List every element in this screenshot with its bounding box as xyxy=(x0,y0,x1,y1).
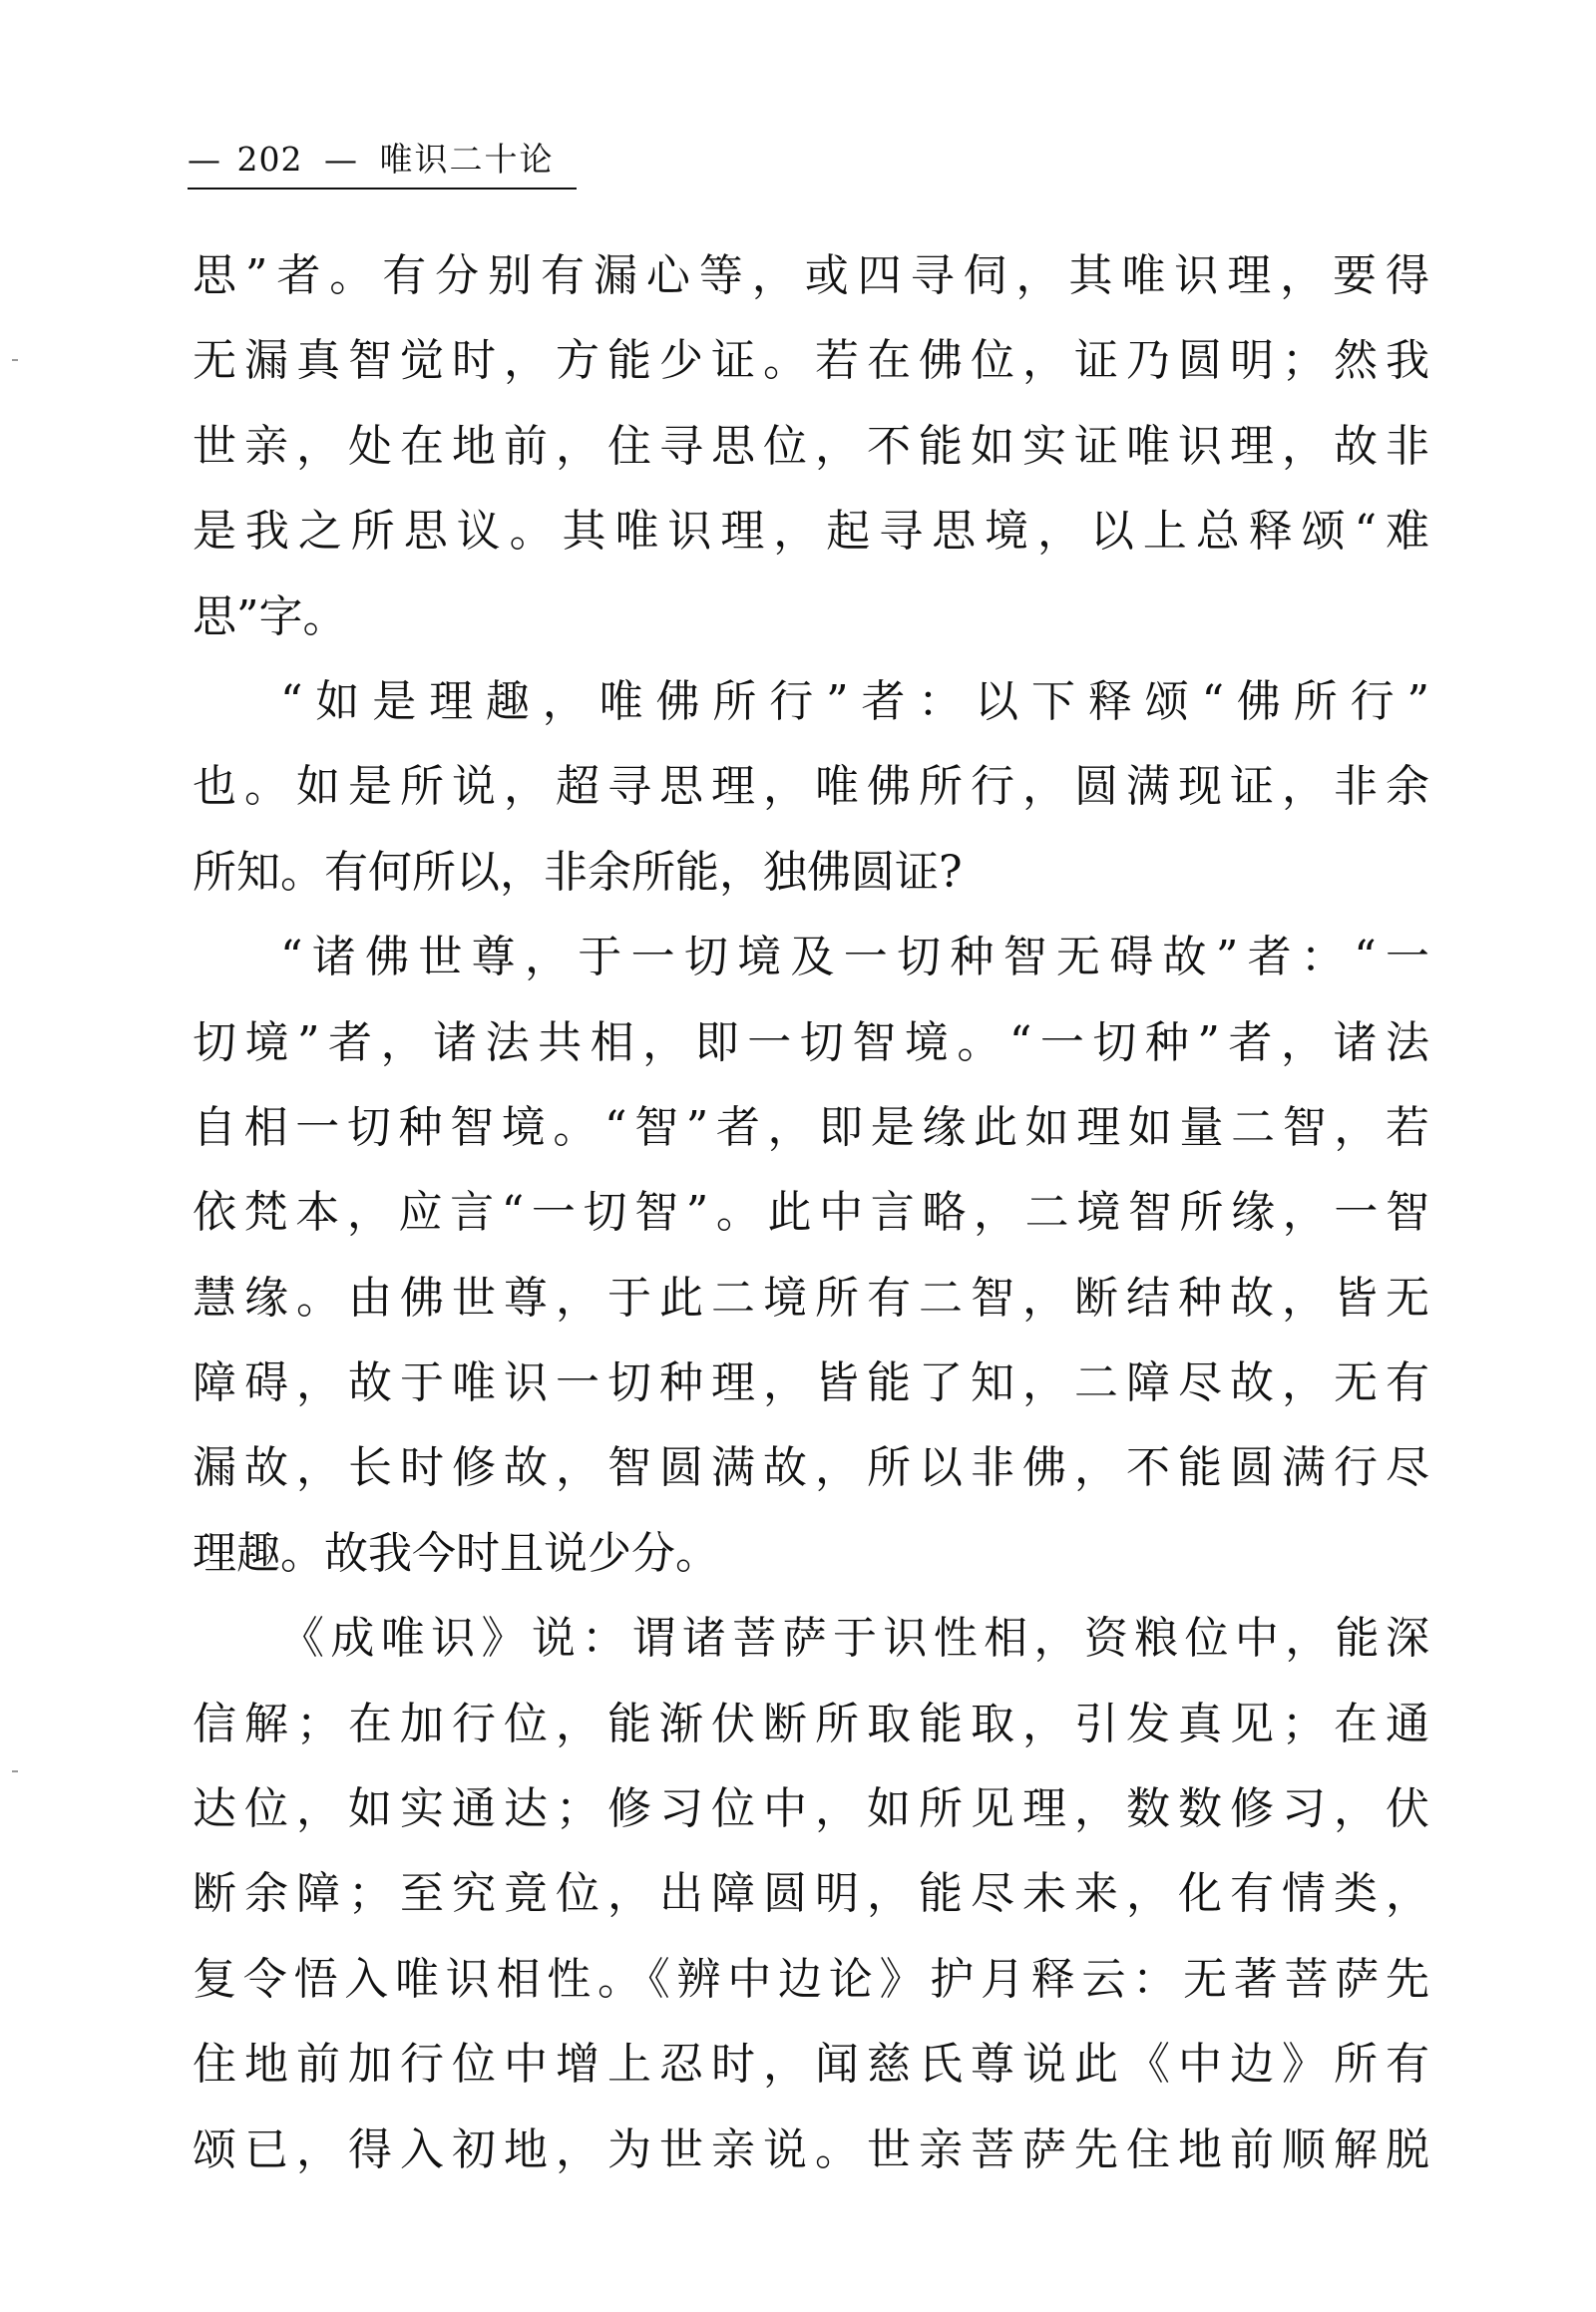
text-line: 所知。有何所以，非余所能，独佛圆证? xyxy=(193,846,963,898)
text-line: 理趣。故我今时且说少分。 xyxy=(193,1527,719,1579)
book-title: 唯识二十论 xyxy=(379,140,555,179)
text-line: 思”者。有分别有漏心等，或四寻伺，其唯识理，要得 xyxy=(193,250,1429,301)
text-line: 是我之所思议。其唯识理，起寻思境，以上总释颂“难 xyxy=(193,506,1429,558)
paragraph xyxy=(193,672,1429,928)
text-line: 《成唯识》说：谓诸菩萨于识性相，资粮位中，能深 xyxy=(280,1613,1429,1665)
header-dash-right: — xyxy=(324,140,358,179)
text-line: “诸佛世尊，于一切境及一切种智无碍故”者：“一 xyxy=(280,932,1429,983)
header-dash-left: — xyxy=(188,140,221,179)
text-line: 漏故，长时修故，智圆满故，所以非佛，不能圆满行尽 xyxy=(193,1442,1429,1494)
text-line: 断余障；至究竟位，出障圆明，能尽未来，化有情类， xyxy=(193,1868,1429,1920)
text-line: 障碍，故于唯识一切种理，皆能了知，二障尽故，无有 xyxy=(193,1357,1429,1409)
text-line: 信解；在加行位，能渐伏断所取能取，引发真见；在通 xyxy=(193,1698,1429,1749)
text-line: “如是理趣，唯佛所行”者：以下释颂“佛所行” xyxy=(280,675,1429,727)
text-line: 思”字。 xyxy=(193,590,347,642)
text-line: 自相一切种智境。“智”者，即是缘此如理如量二智，若 xyxy=(193,1101,1429,1153)
paragraph xyxy=(193,1609,1429,2205)
text-line: 切境”者，诸法共相，即一切智境。“一切种”者，诸法 xyxy=(193,1016,1429,1068)
page-number: 202 xyxy=(236,140,303,179)
text-line: 复令悟入唯识相性。《辨中边论》护月释云：无著菩萨先 xyxy=(193,1953,1429,2005)
text-line: 慧缘。由佛世尊，于此二境所有二智，断结种故，皆无 xyxy=(193,1272,1429,1324)
paragraph xyxy=(193,928,1429,1609)
text-line: 颂已，得入初地，为世亲说。世亲菩萨先住地前顺解脱 xyxy=(193,2123,1429,2175)
text-line: 也。如是所说，超寻思理，唯佛所行，圆满现证，非余 xyxy=(193,761,1429,813)
text-line: 住地前加行位中增上忍时，闻慈氏尊说此《中边》所有 xyxy=(193,2039,1429,2091)
running-header xyxy=(188,140,577,190)
text-line: 无漏真智觉时，方能少证。若在佛位，证乃圆明；然我 xyxy=(193,335,1429,387)
text-line: 世亲，处在地前，住寻思位，不能如实证唯识理，故非 xyxy=(193,420,1429,472)
body-text xyxy=(193,246,1429,2205)
scan-mark xyxy=(12,359,18,361)
text-line: 达位，如实通达；修习位中，如所见理，数数修习，伏 xyxy=(193,1783,1429,1835)
scan-mark xyxy=(12,1770,18,1772)
paragraph xyxy=(193,246,1429,672)
text-line: 依梵本，应言“一切智”。此中言略，二境智所缘，一智 xyxy=(193,1187,1429,1239)
